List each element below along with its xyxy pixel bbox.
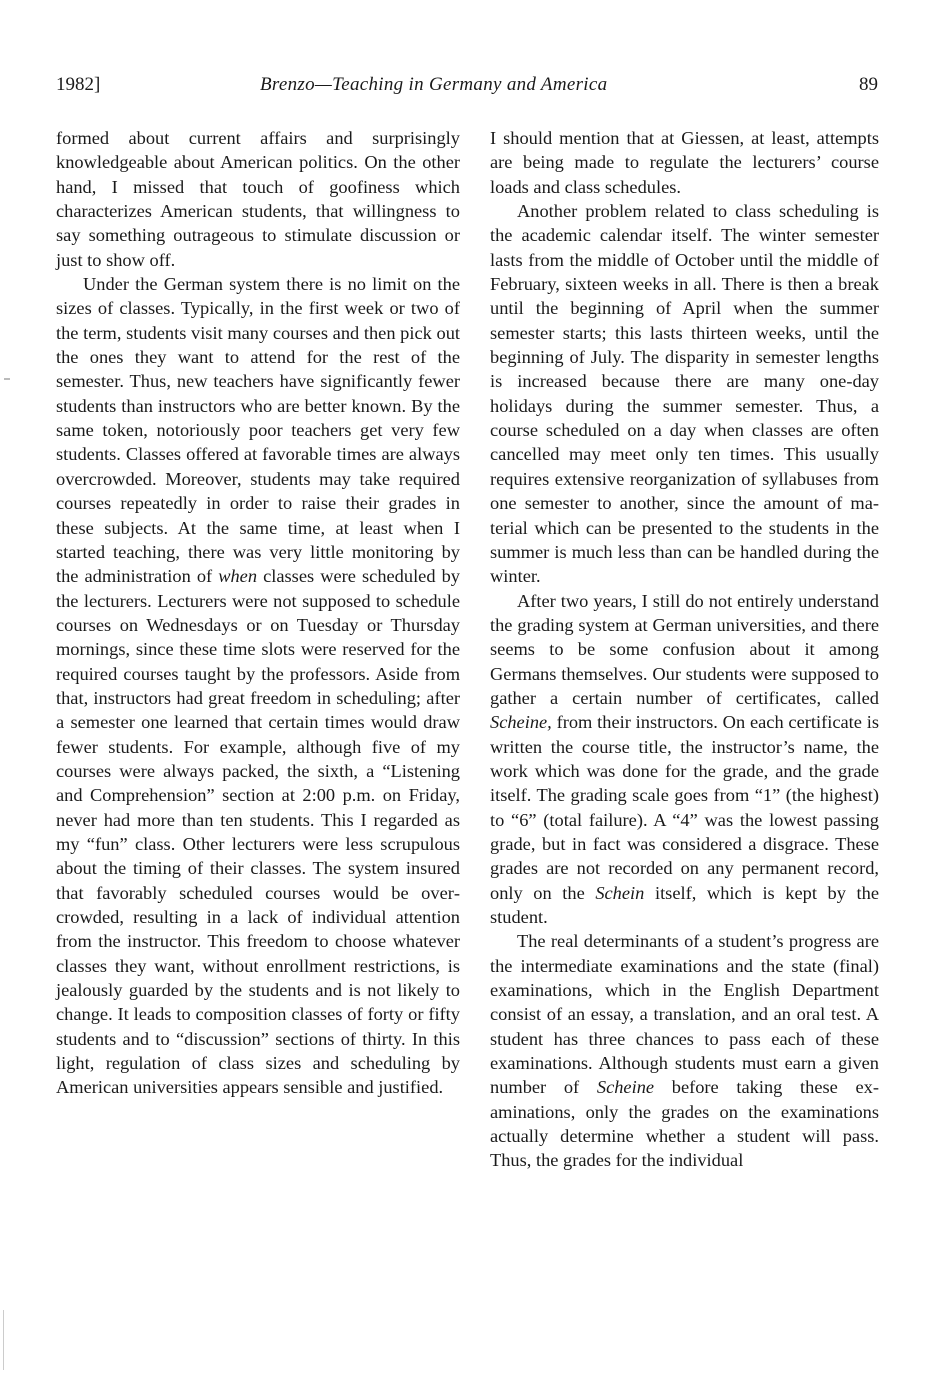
text-run: before taking these examinations, only the grades on the examinations actually determine whether a student will pass. Thus, the grades for the individual [490, 1077, 879, 1171]
text-run: itself, which is kept by the student. [490, 882, 879, 927]
right-column [490, 126, 879, 1173]
emphasis: Schein [595, 882, 645, 903]
text-run: classes were scheduled by the lecturers. Lecturers were not supposed to schedule courses on Wednesdays or on Tuesday or Thursday mornings, since these time slots were reserved for the required courses taught by the professors. Aside from that, instructors had great freedom in scheduling; after a semester one learned that certain times would draw fewer students. For example, although five of my courses were always packed, the sixth, a “Listening and Comprehension” section at 2:00 p.m. on Friday, never had more than ten students. This I regarded as my “fun” class. Other lecturers were less scrupulous about the timing of their classes. The system insured that favorably scheduled courses would be overcrowded, resulting in a lack of individual attention from the instructor. This freedom to choose whatever classes they want, without enrollment restrictions, is jealously guarded by the students and is not likely to change. It leads to composition classes of forty or fifty students and to “discussion” sections of thirty. In this light, regulation of class sizes and scheduling by American universities appears sensible and justified. [56, 566, 460, 1098]
text-run: After two years, I still do not entirely understand the grading system at German universities, and there seems to be some confusion about it among Germans themselves. Our students were supposed to gather a certain number of certificates, called [490, 590, 879, 708]
paragraph [490, 929, 879, 1172]
text-run: The real determinants of a student’s progress are the intermediate examinations and the state (final) examinations, which in the English Department consist of an essay, a translation, and an oral test. A student has three chances to pass each of these examinations. Although students must earn a given number of [490, 931, 879, 1098]
paragraph [56, 272, 460, 1100]
paragraph: formed about current affairs and surprisingly knowledgeable about American politics. On the other hand, I missed that touch of goofiness which characterizes American students, that willingness to say something outrageous to stimulate discussion or just to show off. [56, 128, 460, 270]
left-column [56, 126, 460, 1100]
scan-margin-line [3, 1310, 4, 1370]
emphasis: when [218, 566, 258, 587]
text-run: from their instructors. On each certificate is written the course title, the instructor’s name, the work which was done for the grade, and the grade itself. The grading scale goes from “1” (the highest) to “6” (total failure). A “4” was the lowest passing grade, but in fact was considered a disgrace. These grades are not recorded on any permanent record, only on the [490, 712, 879, 903]
scan-margin-mark [4, 378, 10, 380]
emphasis: Scheine [596, 1077, 655, 1098]
page-number: 89 [859, 74, 878, 95]
running-title: Brenzo—Teaching in Germany and America [260, 74, 608, 95]
paragraph: Another problem related to class scheduling is the academic calendar itself. The winter semester lasts from the middle of October until the middle of February, sixteen weeks in all. There is then a break until the beginning of April when the summer semester starts; this lasts thirteen weeks, until the beginning of July. The disparity in semester lengths is increased because there are many one-day holidays during the summer semester. Thus, a course scheduled on a day when classes are often cancelled may meet only ten times. This usually requires extensive reorganization of syllabuses from one semester to another, since the amount of material which can be presented to the students in the summer is much less than can be handled during the winter. [490, 201, 879, 587]
running-header [56, 74, 878, 104]
paragraph [490, 589, 879, 930]
paragraph: I should mention that at Giessen, at least, attempts are being made to regulate the lecturers’ course loads and class schedules. [490, 128, 879, 197]
text-run: Under the German system there is no limit on the sizes of classes. Typically, in the first week or two of the term, students visit many courses and then pick out the ones they want to attend for the rest of the semester. Thus, new teachers have significantly fewer students than instructors who are better known. By the same token, notoriously poor teachers get very few students. Classes offered at favorable times are always overcrowded. Moreover, students may take required courses repeatedly in order to raise their grades in these subjects. At the same time, at least when I started teaching, there was very little monitoring by the administration of [56, 274, 460, 587]
volume-year: 1982] [56, 74, 101, 95]
emphasis: Scheine, [490, 712, 552, 733]
